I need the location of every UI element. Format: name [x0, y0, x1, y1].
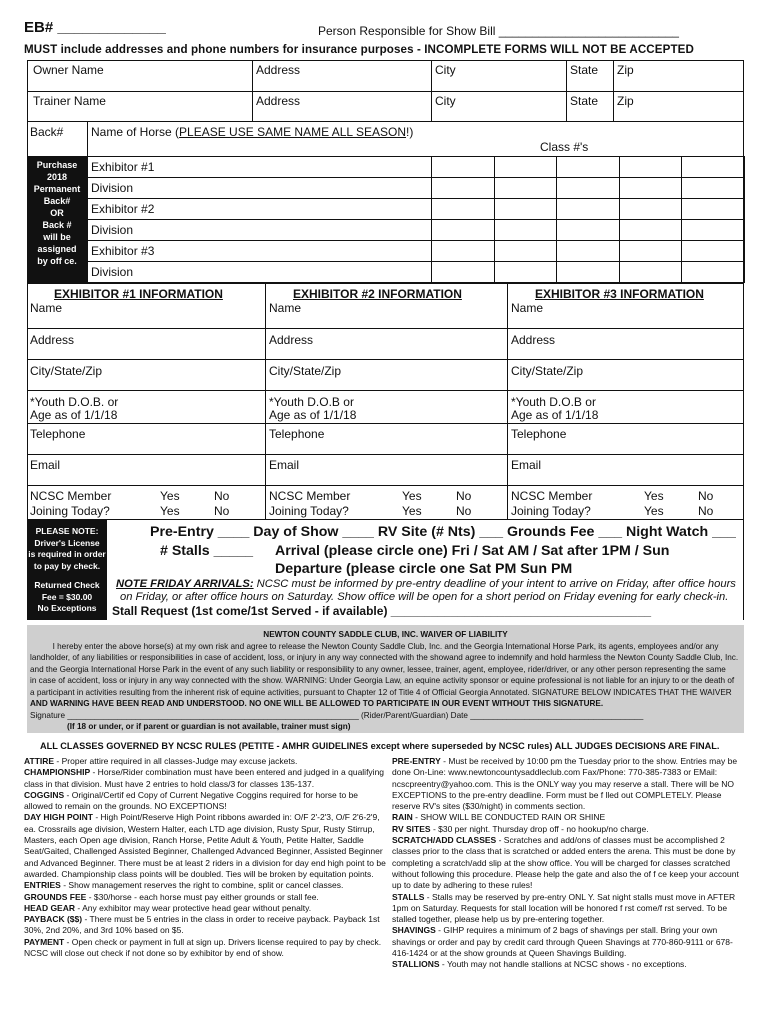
joining-today-label: Joining Today? [30, 504, 110, 518]
exhibitor-email-label: Email [30, 458, 61, 472]
class-number-cell[interactable] [681, 156, 745, 178]
trainer-zip-label: Zip [617, 94, 634, 108]
horse-name-label: Name of Horse (PLEASE USE SAME NAME ALL SEASON!) [91, 125, 414, 139]
class-number-cell[interactable] [619, 261, 683, 283]
exhibitor-1-info-title: EXHIBITOR #1 INFORMATION [54, 287, 223, 301]
class-number-cell[interactable] [494, 177, 558, 199]
class-number-cell[interactable] [681, 198, 745, 220]
exhibitor-email-label: Email [511, 458, 542, 472]
class-number-cell[interactable] [681, 219, 745, 241]
trainer-name-label: Trainer Name [33, 94, 106, 108]
class-number-cell[interactable] [494, 156, 558, 178]
exhibitor-2-info-title: EXHIBITOR #2 INFORMATION [293, 287, 462, 301]
class-number-cell[interactable] [556, 177, 620, 199]
joining-today-no[interactable]: No [698, 504, 714, 518]
class-number-cell[interactable] [494, 198, 558, 220]
rules-left-column [24, 756, 386, 959]
ncsc-member-yes[interactable]: Yes [644, 489, 664, 503]
rules-right-column [392, 756, 746, 971]
ncsc-member-no[interactable]: No [214, 489, 230, 503]
ncsc-member-label: NCSC Member [269, 489, 351, 503]
division-3-row[interactable]: Division [91, 265, 134, 279]
ncsc-member-no[interactable]: No [456, 489, 472, 503]
rule-attire: ATTIRE - Proper attire required in all classes-Judge may excuse jackets. [24, 756, 298, 766]
class-number-cell[interactable] [681, 261, 745, 283]
trainer-address-label: Address [256, 94, 301, 108]
back-number-label: Back# [30, 125, 64, 139]
exhibitor-3-row[interactable]: Exhibitor #3 [91, 244, 155, 258]
stall-request-field[interactable]: Stall Request (1st come/1st Served - if available) _______________________________________ [112, 604, 652, 618]
exhibitor-address-label: Address [30, 333, 75, 347]
exhibitor-age-label: Age as of 1/1/18 [30, 408, 118, 422]
exhibitor-address-label: Address [269, 333, 314, 347]
exhibitor-city-state-zip-label: City/State/Zip [30, 364, 103, 378]
class-numbers-label: Class #'s [540, 140, 589, 154]
signature-field[interactable]: Signature ________________________________________________________________ (Rider/Parent/Guardian) Date ______________________________________ [30, 710, 644, 720]
exhibitor-telephone-label: Telephone [269, 427, 325, 441]
exhibitor-dob-label: *Youth D.O.B or [269, 395, 354, 409]
class-number-cell[interactable] [556, 261, 620, 283]
insurance-notice: MUST include addresses and phone numbers for insurance purposes - INCOMPLETE FORMS WILL NOT BE ACCEPTED [24, 43, 694, 56]
exhibitor-3-info-title: EXHIBITOR #3 INFORMATION [535, 287, 704, 301]
rule-shavings: SHAVINGS - GIHP requires a minimum of 2 bags of shavings per stall. Bring your own shavings or order and pay by credit card through Queen Shavings at 770-860-9111 or 678-416-1424 or at the show grounds at Queen Shavings Building. [392, 925, 733, 959]
rule-stalls: STALLS - Stalls may be reserved by pre-entry ONL Y. Sat night stalls must move in AFTER 1pm on Saturday. Requests for stall location will be honored f rst come/f rst served. To be stalled together, please help us by pre-entering together. [392, 891, 736, 925]
exhibitor-city-state-zip-label: City/State/Zip [269, 364, 342, 378]
owner-name-label: Owner Name [33, 63, 104, 77]
rule-scratch-add-classes: SCRATCH/ADD CLASSES - Scratches and add/ons of classes must be accomplished 2 classes prior to the class that is scratched or added enters the arena. This must be done by completing a scratch/add slip at the show office. You will be charged for classes scratched without following this procedure. Please help the gate and also the of f ce keep your account up to date by adhering to these rules! [392, 835, 739, 891]
exhibitor-email-label: Email [269, 458, 300, 472]
waiver-of-liability: NEWTON COUNTY SADDLE CLUB, INC. WAIVER OF LIABILITY I hereby enter the above horse(s) at my own risk and agree to release the Newton County Saddle Club, Inc. and the Georgia International Horse Park, its agents, employees and/or any landholder, of any liabilities or responsibilities in case of accident, loss, or injury in any way connected with the showand agree to indemnify and hold harmless the Newton County Saddle Club, Inc. and the Georgia International Horse Park in the event of any such liability or responsibility to any owner, lessee, trainer, agent, employee, rider/driver, or any other person representing the same in case of accident, loss or injury in any way connected with the show. WARNING: Under Georgia Law, an equine activity sponsor or equine professional is not liable for an injury to or the death of a participant in activities resulting from the inherent risk of equine activities, pursuant to Chapter 12 of Title 4 of Official Georgia Annotated. SIGNATURE BELOW INDICATES THAT THE WAIVER AND WARNING HAVE BEEN READ AND UNDERSTOOD. NO ONE WILL BE ALLOWED TO PARTICIPATE IN OUR EVENT WITHOUT THIS SIGNATURE. Signature ________________________________________________________________ (Rider/Parent/Guardian) Date ______________________________________ (If 18 or under, or if parent or guardian is not available, trainer must sign) [27, 625, 744, 733]
trainer-state-label: State [570, 94, 599, 108]
exhibitor-name-label: Name [511, 301, 544, 315]
please-note-box: PLEASE NOTE: Driver's License is required in order to pay by check. Returned Check Fee = $30.00 No Exceptions [27, 520, 107, 620]
rule-rv-sites: RV SITES - $30 per night. Thursday drop off - no hookup/no charge. [392, 823, 649, 834]
class-number-cell[interactable] [431, 261, 495, 283]
division-1-row[interactable]: Division [91, 181, 134, 195]
class-number-cell[interactable] [619, 177, 683, 199]
joining-today-label: Joining Today? [511, 504, 591, 518]
rule-payment: PAYMENT - Open check or payment in full at sign up. Drivers license required to pay by check. NCSC will close out check if not done so by exhibitor by end of show. [24, 936, 382, 959]
stalls-count-field[interactable]: # Stalls _____ [160, 543, 254, 559]
friday-arrivals-note: NOTE FRIDAY ARRIVALS: NCSC must be informed by pre-entry deadline of your intent to arrive on Friday, after office hours [116, 578, 736, 590]
ncsc-member-label: NCSC Member [30, 489, 112, 503]
trainer-city-label: City [435, 94, 456, 108]
exhibitor-telephone-label: Telephone [511, 427, 567, 441]
exhibitor-name-label: Name [30, 301, 63, 315]
rule-coggins: COGGINS - Original/Certif ed Copy of Current Negative Coggins required for horse to be allowed to remain on the grounds. NO EXCEPTIONS! [24, 789, 359, 812]
joining-today-label: Joining Today? [269, 504, 349, 518]
class-number-cell[interactable] [619, 198, 683, 220]
joining-today-no[interactable]: No [214, 504, 230, 518]
owner-state-label: State [570, 63, 599, 77]
exhibitor-1-row[interactable]: Exhibitor #1 [91, 160, 155, 174]
exhibitor-age-label: Age as of 1/1/18 [511, 408, 599, 422]
class-number-grid[interactable] [431, 156, 744, 282]
rule-rain: RAIN - SHOW WILL BE CONDUCTED RAIN OR SHINE [392, 812, 606, 823]
waiver-title: NEWTON COUNTY SADDLE CLUB, INC. WAIVER OF LIABILITY [263, 630, 508, 639]
class-number-cell[interactable] [431, 198, 495, 220]
rule-pre-entry: PRE-ENTRY - Must be received by 10:00 pm the Tuesday prior to the show. Entries may be done On-Line: www.newtoncountysaddleclub.com Fax/Phone: 770-385-7383 or EMail: ncscpreentry@yahoo.com. This is the ONLY way you may reserve a stall. There will be NO EXCEPTIONS to the pre-entry deadline. Form must be f lled out COMPLETELY. Please reserve RV's sites ($30/night) in comments section. [392, 756, 738, 812]
rule-day-high-point: DAY HIGH POINT - High Point/Reserve High Point ribbons awarded in: O/F 2'-2'3, O/F 2'6-2'9, ea. Crossrails age division, Western Halter, each LTD age division, Rusty Spur, Rusty Stirrup, Masters, each Open age division, Ranch Horse, Petite Adult & Youth, Petite Halter, Saddle Seat/Gaited, Challenged Assisted Beginner, Challenged Advanced Beginner, Assisted Beginner and Advanced Beginner. There must be at least 2 riders in a division for day end high point to be awarded. Championship class points will be doubled. Ties will be broken by equitation points. [24, 812, 386, 879]
arrival-options[interactable]: Arrival (please circle one) Fri / Sat AM / Sat after 1PM / Sun [275, 543, 670, 559]
exhibitor-city-state-zip-label: City/State/Zip [511, 364, 584, 378]
class-number-cell[interactable] [556, 156, 620, 178]
owner-address-label: Address [256, 63, 301, 77]
exhibitor-dob-label: *Youth D.O.B or [511, 395, 596, 409]
ncsc-member-no[interactable]: No [698, 489, 714, 503]
departure-options[interactable]: Departure (please circle one Sat PM Sun PM [275, 561, 573, 577]
class-number-cell[interactable] [619, 156, 683, 178]
entry-fees-line[interactable]: Pre-Entry ____ Day of Show ____ RV Site (# Nts) ___ Grounds Fee ___ Night Watch ___ [150, 524, 736, 540]
division-2-row[interactable]: Division [91, 223, 134, 237]
exhibitor-name-label: Name [269, 301, 302, 315]
class-number-cell[interactable] [681, 240, 745, 262]
joining-today-no[interactable]: No [456, 504, 472, 518]
rule-entries: ENTRIES - Show management reserves the right to combine, split or cancel classes. [24, 880, 344, 891]
person-responsible-field[interactable]: Person Responsible for Show Bill ___________________________ [318, 24, 679, 38]
eb-number-field[interactable]: EB# _____________ [24, 19, 166, 36]
rule-payback: PAYBACK ($$) - There must be 5 entries in the class in order to receive payback. Payback 1st 30%, 2nd 20%, and 3rd 10% based on $5. [24, 914, 380, 936]
exhibitor-dob-label: *Youth D.O.B. or [30, 395, 119, 409]
class-number-cell[interactable] [681, 177, 745, 199]
ncsc-member-yes[interactable]: Yes [160, 489, 180, 503]
ncsc-member-yes[interactable]: Yes [402, 489, 422, 503]
class-number-cell[interactable] [556, 219, 620, 241]
class-number-cell[interactable] [431, 177, 495, 199]
rule-stallions: STALLIONS - Youth may not handle stallions at NCSC shows - no exceptions. [392, 959, 687, 970]
class-number-cell[interactable] [556, 198, 620, 220]
class-number-cell[interactable] [431, 156, 495, 178]
joining-today-yes[interactable]: Yes [644, 504, 664, 518]
exhibitor-address-label: Address [511, 333, 556, 347]
exhibitor-2-row[interactable]: Exhibitor #2 [91, 202, 155, 216]
class-number-cell[interactable] [431, 219, 495, 241]
class-number-cell[interactable] [556, 240, 620, 262]
purchase-back-number-note: Purchase 2018 Permanent Back# OR Back # will be assigned by off ce. [27, 156, 87, 282]
class-number-cell[interactable] [619, 240, 683, 262]
joining-today-yes[interactable]: Yes [402, 504, 422, 518]
exhibitor-age-label: Age as of 1/1/18 [269, 408, 357, 422]
owner-zip-label: Zip [617, 63, 634, 77]
exhibitor-telephone-label: Telephone [30, 427, 86, 441]
joining-today-yes[interactable]: Yes [160, 504, 180, 518]
friday-arrivals-note-cont: on Friday, or after office hours on Saturday. Show office will be open for a short period on Friday evening for early check-in. [120, 591, 729, 603]
ncsc-member-label: NCSC Member [511, 489, 593, 503]
class-number-cell[interactable] [619, 219, 683, 241]
class-number-cell[interactable] [494, 240, 558, 262]
governed-by-notice: ALL CLASSES GOVERNED BY NCSC RULES (PETITE - AMHR GUIDELINES except where superseded by NCSC rules) ALL JUDGES DECISIONS ARE FINAL. [40, 741, 720, 751]
class-number-cell[interactable] [494, 219, 558, 241]
rule-head-gear: HEAD GEAR - Any exhibitor may wear protective head gear without penalty. [24, 902, 312, 913]
owner-city-label: City [435, 63, 456, 77]
class-number-cell[interactable] [494, 261, 558, 283]
rule-championship: CHAMPIONSHIP - Horse/Rider combination must have been entered and judged in a qualifying class in that division. Must have 2 entries to hold class/3 for classes 135-137. [24, 767, 385, 789]
rule-grounds-fee: GROUNDS FEE - $30/horse - each horse must pay either grounds or stall fee. [24, 891, 319, 902]
class-number-cell[interactable] [431, 240, 495, 262]
